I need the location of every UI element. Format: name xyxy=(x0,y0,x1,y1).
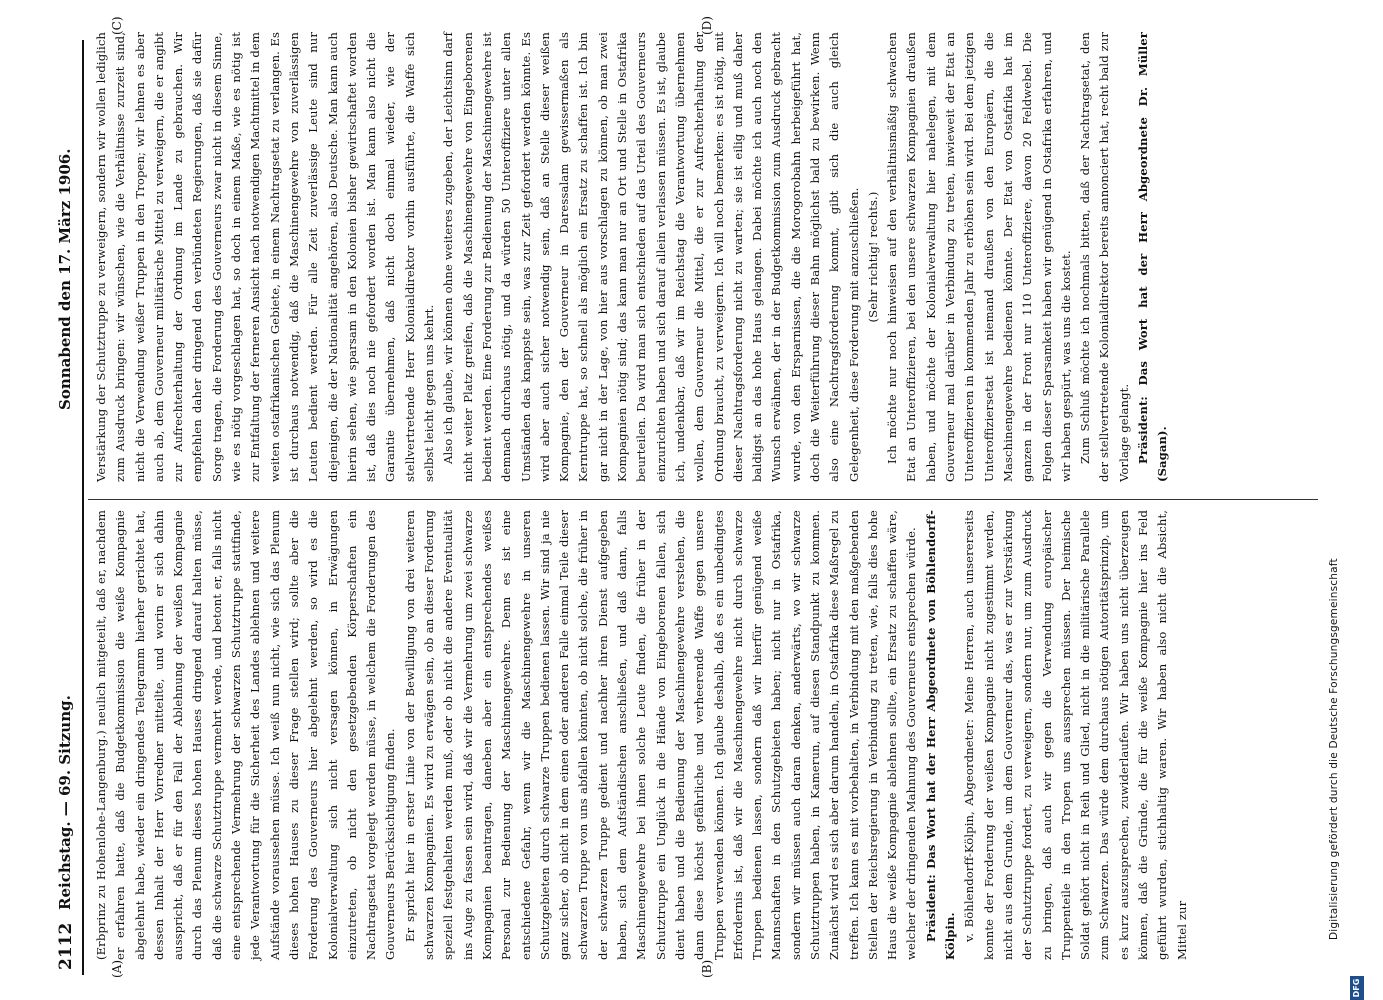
digitization-credit: Digitalisierung gefördert durch die Deutsche Forschungsgemeinschaft xyxy=(1328,558,1340,940)
header-rule xyxy=(82,40,84,975)
right-column xyxy=(92,32,1173,482)
left-column xyxy=(92,510,1192,960)
margin-mark-a: (A) xyxy=(110,959,124,978)
dfg-logo: DFG xyxy=(1350,976,1364,1000)
page-number: 2112 xyxy=(56,922,76,970)
paragraph: Präsident: Das Wort hat der Herr Abgeordnete von Böhlendorff-Kölpin. xyxy=(923,510,958,960)
paragraph: Präsident: Das Wort hat der Herr Abgeordnete Dr. Müller (Sagan). xyxy=(1136,32,1170,482)
paragraph: v. Böhlendorff-Kölpin, Abgeordneter: Meine Herren, auch unsererseits konnte der Forderung der weißen Kompagnie nicht zugestimmt werden, nicht aus dem Grunde, um dem Gouverneur das, was er zur Verstärkung der Schutztruppe fordert, zu verweigern, sondern nur, um zum Ausdruck zu bringen, daß auch wir gegen die Verwendung europäischer Truppenteile in den Tropen uns aussprechen müssen. Der heimische Soldat gehört nicht in Reih und Glied, nicht in die militärische Parallele zum Schwarzen. Das würde dem durchaus nötigen Autoritätsprinzip, um es kurz auszusprechen, zuwiderlaufen. Wir haben uns nicht überzeugen können, daß die Gründe, die für die weiße Kompagnie hier ins Feld geführt wurden, stichhaltig waren. Wir haben also nicht die Absicht, Mittel zur xyxy=(962,510,1189,960)
column-divider xyxy=(88,499,1318,500)
margin-mark-b: (B) xyxy=(700,959,714,978)
margin-mark-d: (D) xyxy=(700,16,714,35)
paragraph: Er spricht hier in erster Linie von der Bewilligung von drei weiteren schwarzen Kompagnien. Es wird zu erwägen sein, ob an dieser Forderung speziell festgehalten werden muß, oder ob nicht die andere Eventualität ins Auge zu fassen sein wird, daß wir die Vermehrung um zwei schwarze Kompagnien beantragen, daneben aber ein entsprechendes weißes Personal zur Bedienung der Maschinengewehre. Denn es ist eine entschiedene Gefahr, wenn wir die Maschinengewehre in unseren Schutzgebieten durch schwarze Truppen bedienen lassen. Wir sind ja nie ganz sicher, ob nicht in dem einen oder anderen Falle einmal Teile dieser schwarzen Truppe von uns abfallen könnten, ob nicht solche, die früher in der schwarzen Truppe gedient und nachher ihren Dienst aufgegeben haben, sich dem Aufständischen anschließen, und daß dann, falls Maschinengewehre bei ihnen solche Leute finden, die früher in der Schutztruppe ein Unglück in die Hände von Eingeborenen fallen, sich dient haben und die Bedienung der Maschinengewehre verstehen, die dann diese höchst gefährliche und verheerende Waffe gegen unsere Truppen verwenden können. Ich glaube deshalb, daß es ein unbedingtes Erfordernis ist, daß wir die Maschinengewehre nicht durch schwarze Truppen bedienen lassen, sondern daß wir hierfür genügend weiße Mannschaften in den Schutzgebieten haben; nicht nur in Ostafrika, sondern wir müssen auch daran denken, anderwärts, wo wir schwarze Schutztruppen haben, in Kamerun, auf diesen Standpunkt zu kommen. Zunächst wird es sich aber darum handeln, in Ostafrika diese Maßregel zu treffen. Ich kann es mit vorbehalten, in Verbindung mit den maßgebenden Stellen der Reichsregierung in Verbindung zu treten, wie, falls dies hohe Haus die weiße Kompagnie ablehnen sollte, ein Ersatz zu schaffen wäre, welcher der dringenden Mahnung des Gouverneurs entsprechen würde. xyxy=(402,510,919,960)
margin-mark-c: (C) xyxy=(110,16,124,35)
running-header xyxy=(50,60,80,970)
paragraph: Ich möchte nur noch hinweisen auf den verhältnismäßig schwachen Etat an Unteroffizieren, bei den unsere schwarzen Kompagnien draußen haben, und möchte der Kolonialverwaltung hier nahelegen, mit dem Gouverneur mal darüber in Verbindung zu treten, inwieweit der Etat an Unteroffizieren in kommenden Jahr zu erhöhen sein wird. Bei dem jetzigen Unteroffiziersetat ist niemand draußen von den Europäern, die die Maschinengewehre bedienen könnte. Der Etat von Ostafrika hat im ganzen in der Front nur 110 Unteroffiziere, davon 20 Feldwebel. Die Folgen dieser Sparsamkeit haben wir genügend in Ostafrika erfahren, und wir haben gespürt, was uns die kostet. xyxy=(885,32,1073,482)
session-date: Sonnabend den 17. März 1906. xyxy=(56,148,74,410)
paragraph: Verstärkung der Schutztruppe zu verweigern, sondern wir wollen lediglich zum Ausdruck bringen: wir wünschen, wie die Verhältnisse zurzeit sind, nicht die Verwendung weißer Truppen in den Tropen; wir lehnen es aber auch ab, dem Gouverneur militärische Mittel zu verweigern, die er angibt zur Aufrechterhaltung der Ordnung im Lande zu gebrauchen. Wir empfehlen daher dringend den verbündeten Regierungen, daß sie dafür Sorge tragen, die Forderung des Gouverneurs zwar nicht in diesem Sinne, wie es nötig vorgeschlagen hat, so doch in einem Maße, wie es nötig ist zur Entfaltung der ferneren Ansicht nach notwendigen Machtmittel in dem weiten ostafrikanischen Gebiete, in einem Nachtragsetat zu verlangen. Es ist durchaus notwendig, daß die Maschinengewehre von zuverlässigen Leuten bedient werden. Für alle Zeit zuverlässige Leute sind nur diejenigen, die der Nationalität angehören, also Deutsche. Man kann auch hierin sehen, wie sparsam in den Kolonien bisher gewirtschaftet worden ist, daß dies noch nie gefordert worden ist. Man kann also nicht die Garantie übernehmen, daß nicht doch einmal wieder, wie der stellvertretende Herr Kolonialdirektor vorhin ausführte, die Waffe sich selbst leicht gegen uns kehrt. xyxy=(94,32,437,482)
paragraph: Zum Schluß möchte ich nochmals bitten, daß der Nachtragsetat, den der stellvertretende Kolonialdirektor bereits annonciert hat, recht bald zur Vorlage gelangt. xyxy=(1078,32,1131,482)
paragraph: Also ich glaube, wir können ohne weiteres zugeben, der Leichtsinn darf nicht weiter Platz greifen, daß die Maschinengewehre von Eingeborenen bedient werden. Eine Forderung zur Bedienung der Maschinengewehre ist demnach durchaus nötig, und da würden 50 Unteroffiziere unter allen Umständen das knappste sein, was zur Zeit gefordert werden könnte. Es wird aber auch sicher notwendig sein, daß an Stelle dieser weißen Kompagnie, den der Gouverneur in Daressalam gewissermaßen als Kerntruppe hat, so schnell als möglich ein Ersatz zu schaffen ist. Ich bin gar nicht in der Lage, von hier aus vorschlagen zu können, ob man zwei Kompagnien nötig sind; das kann man nur an Ort und Stelle in Ostafrika beurteilen. Da wird man sich entschieden auf das Urteil des Gouverneurs einzurichten haben und sich darauf allein verlassen müssen. Es ist, glaube ich, undenkbar, daß wir im Reichstag die Verantwortung übernehmen wollen, dem Gouverneur die Mittel, die er zur Aufrechterhaltung der Ordnung braucht, zu verweigern. Ich will noch bemerken: es ist nötig, mit dieser Nachtragsforderung nicht zu warten; sie ist eilig und muß daher baldigst an das hohe Haus gelangen. Dabei möchte ich auch noch den Wunsch erwähnen, der in der Budgetkommission zum Ausdruck gebracht wurde, von den Ersparnissen, die die Morogorobahn herbeigeführt hat, doch die Weiterführung dieser Bahn möglichst bald zu bewirken. Wenn also eine Nachtragsforderung kommt, gibt sich die auch gleich Gelegenheit, diese Forderung mit anzuschließen. xyxy=(441,32,861,482)
paragraph: (Erbprinz zu Hohenlohe-Langenburg.) neulich mitgeteilt, daß er, nachdem er erfahren hatte, daß die Budgetkommission die weiße Kompagnie abgelehnt habe, wieder ein dringendes Telegramm hierher gerichtet hat, dessen Inhalt der Herr Vorredner mitteilte, und worin er sich dahin ausspricht, daß er für den Fall der Ablehnung der weißen Kompagnie durch das Plenum dieses hohen Hauses dringend darauf halten müsse, daß die schwarze Schutztruppe vermehrt werde, und betont er, falls nicht eine entsprechende Vermehrung der schwarzen Schutztruppe stattfinde, jede Verantwortung für die Sicherheit des Landes ablehnen und weitere Aufstände voraussehen müsse. Ich weiß nun nicht, wie sich das Plenum dieses hohen Hauses zu dieser Frage stellen wird; sollte aber die Forderung des Gouverneurs hier abgelehnt werden, so wird es die Kolonialverwaltung sich nicht versagen können, in Erwägungen einzutreten, ob nicht den gesetzgebenden Körperschaften ein Nachtragsetat vorgelegt werden müsse, in welchem die Forderungen des Gouverneurs Berücksichtigung finden. xyxy=(94,510,398,960)
interjection: (Sehr richtig! rechts.) xyxy=(865,191,880,323)
session-title: Reichstag. — 69. Sitzung. xyxy=(56,695,74,910)
